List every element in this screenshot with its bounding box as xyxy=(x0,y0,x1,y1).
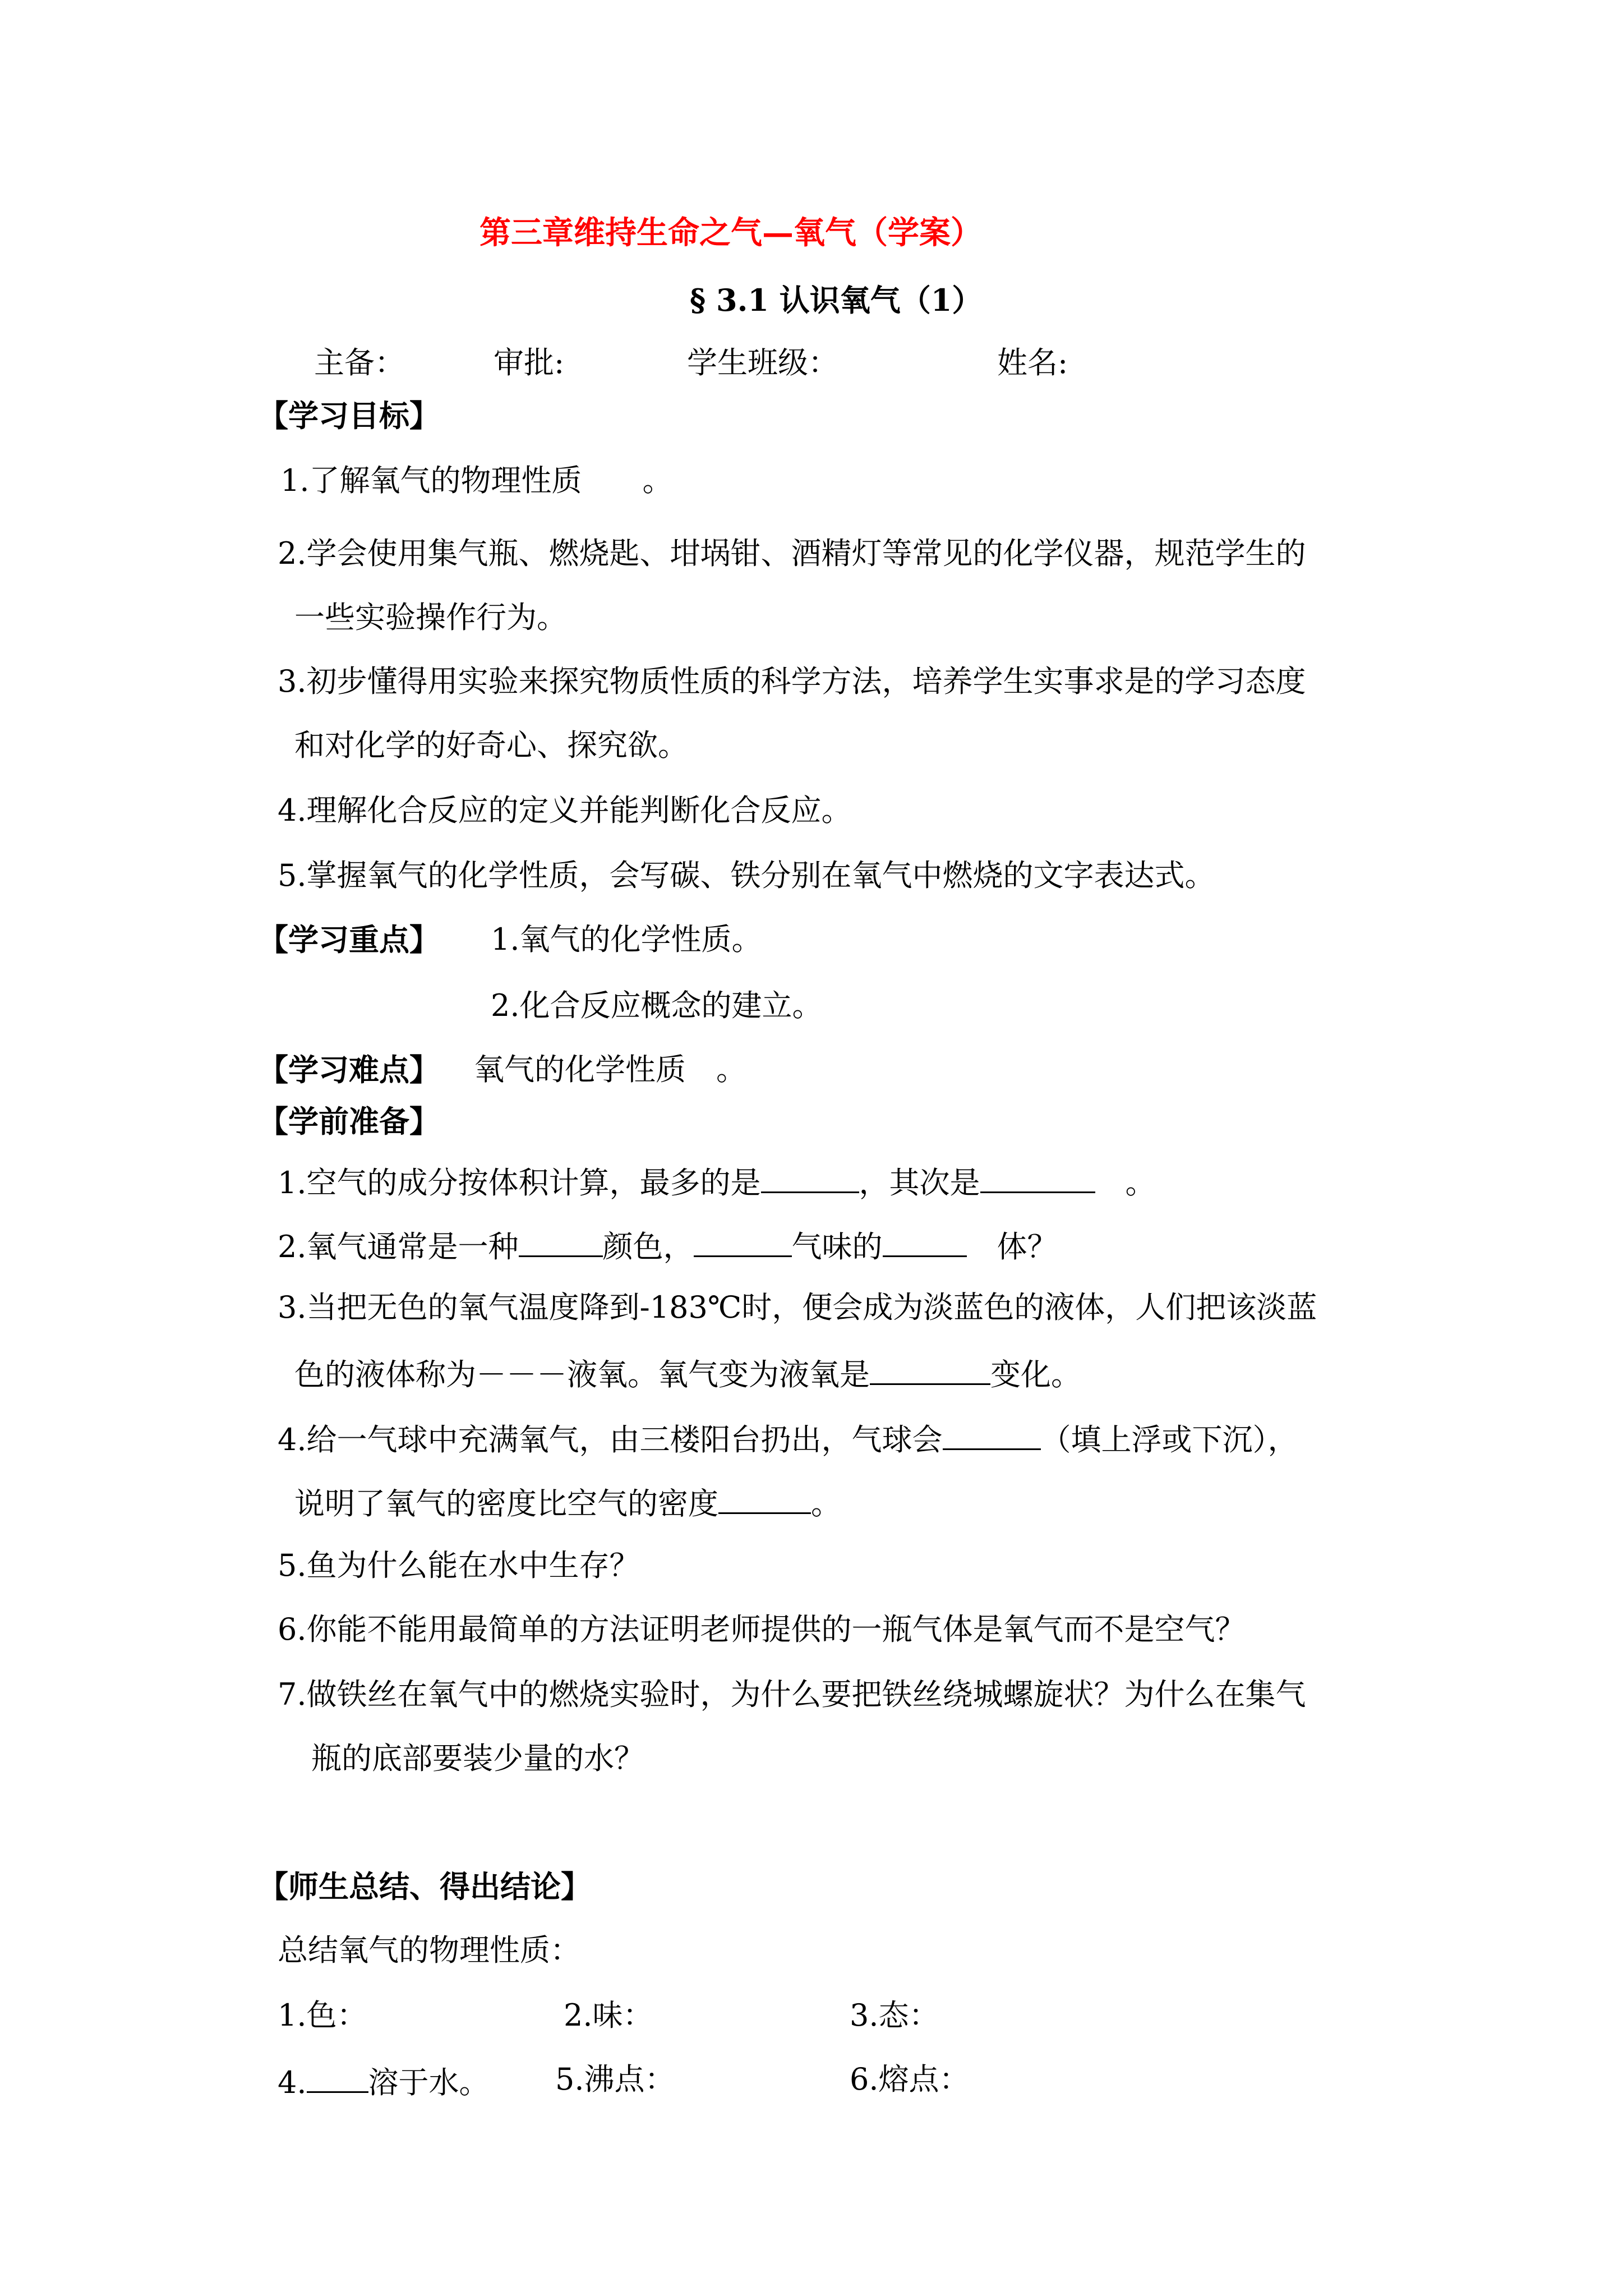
difficulty-heading: 【学习难点】 xyxy=(258,1052,440,1088)
field-class: 学生班级： xyxy=(687,345,838,380)
prep-question-1 xyxy=(278,1160,1156,1203)
prep-question-3: 3.当把无色的氧气温度降到-183℃时，便会成为淡蓝色的液体，人们把该淡蓝 xyxy=(278,1290,1317,1325)
summary-heading: 【师生总结、得出结论】 xyxy=(258,1869,591,1904)
answer-blank[interactable] xyxy=(307,2060,368,2093)
goal-item: 1.了解氧气的物理性质 。 xyxy=(280,463,673,498)
prep-question-4-continued xyxy=(294,1481,841,1524)
question-text: 色的液体称为－－－液氧。氧气变为液氧是 xyxy=(294,1357,870,1392)
key-point-item: 1.氧气的化学性质。 xyxy=(491,922,762,957)
section-subtitle: § 3.1 认识氧气（1） xyxy=(690,282,983,318)
question-text: 说明了氧气的密度比空气的密度 xyxy=(294,1486,718,1521)
property-smell: 2.味： xyxy=(564,1998,653,2033)
field-preparer: 主备： xyxy=(314,345,405,380)
answer-blank[interactable] xyxy=(870,1352,990,1385)
question-text: 气味的 xyxy=(791,1229,883,1264)
answer-blank[interactable] xyxy=(718,1481,811,1514)
question-text: 体？ xyxy=(966,1229,1058,1264)
answer-blank[interactable] xyxy=(761,1160,859,1193)
property-state: 3.态： xyxy=(850,1998,939,2033)
property-boiling-point: 5.沸点： xyxy=(555,2062,675,2097)
question-text: ，其次是 xyxy=(859,1165,980,1200)
field-reviewer: 审批: xyxy=(494,345,565,380)
prep-question-7-continued: 瓶的底部要装少量的水？ xyxy=(311,1741,644,1776)
prep-heading: 【学前准备】 xyxy=(258,1103,440,1139)
question-text: 2.氧气通常是一种 xyxy=(278,1229,519,1264)
answer-blank[interactable] xyxy=(883,1224,967,1257)
goals-heading: 【学习目标】 xyxy=(258,398,440,434)
question-text: 颜色， xyxy=(602,1229,694,1264)
prep-question-6: 6.你能不能用最简单的方法证明老师提供的一瓶气体是氧气而不是空气？ xyxy=(278,1612,1246,1647)
property-melting-point: 6.熔点： xyxy=(850,2062,970,2097)
question-text: （填上浮或下沉）， xyxy=(1040,1422,1298,1457)
prep-question-4 xyxy=(278,1417,1298,1460)
question-text: 1.空气的成分按体积计算，最多的是 xyxy=(278,1165,761,1200)
summary-intro: 总结氧气的物理性质： xyxy=(278,1932,580,1968)
question-text: 变化。 xyxy=(990,1357,1081,1392)
question-text: 溶于水。 xyxy=(368,2065,490,2100)
property-solubility xyxy=(278,2060,490,2102)
document-title: 第三章维持生命之气—氧气（学案） xyxy=(479,214,982,251)
question-text: 。 xyxy=(1095,1165,1156,1200)
question-text: 4. xyxy=(278,2065,307,2100)
goal-item: 2.学会使用集气瓶、燃烧匙、坩埚钳、酒精灯等常见的化学仪器，规范学生的 xyxy=(278,536,1306,571)
goal-item-continued: 一些实验操作行为。 xyxy=(294,600,567,635)
answer-blank[interactable] xyxy=(980,1160,1095,1193)
difficulty-text: 氧气的化学性质 。 xyxy=(474,1052,746,1087)
prep-question-5: 5.鱼为什么能在水中生存？ xyxy=(278,1548,640,1583)
prep-question-3-continued xyxy=(294,1352,1081,1395)
question-text: 。 xyxy=(811,1486,841,1521)
key-points-heading: 【学习重点】 xyxy=(258,922,440,958)
goal-item: 3.初步懂得用实验来探究物质性质的科学方法，培养学生实事求是的学习态度 xyxy=(278,664,1306,699)
key-point-item: 2.化合反应概念的建立。 xyxy=(491,988,823,1023)
answer-blank[interactable] xyxy=(694,1224,792,1257)
goal-item-continued: 和对化学的好奇心、探究欲。 xyxy=(294,728,688,763)
field-name: 姓名: xyxy=(997,345,1068,380)
property-color: 1.色： xyxy=(278,1998,367,2033)
goal-item: 4.理解化合反应的定义并能判断化合反应。 xyxy=(278,793,852,828)
answer-blank[interactable] xyxy=(943,1417,1041,1450)
prep-question-7: 7.做铁丝在氧气中的燃烧实验时，为什么要把铁丝绕城螺旋状？为什么在集气 xyxy=(278,1677,1306,1712)
goal-item: 5.掌握氧气的化学性质，会写碳、铁分别在氧气中燃烧的文字表达式。 xyxy=(278,858,1215,893)
question-text: 4.给一气球中充满氧气，由三楼阳台扔出，气球会 xyxy=(278,1422,943,1457)
answer-blank[interactable] xyxy=(519,1224,603,1257)
prep-question-2 xyxy=(278,1224,1058,1267)
